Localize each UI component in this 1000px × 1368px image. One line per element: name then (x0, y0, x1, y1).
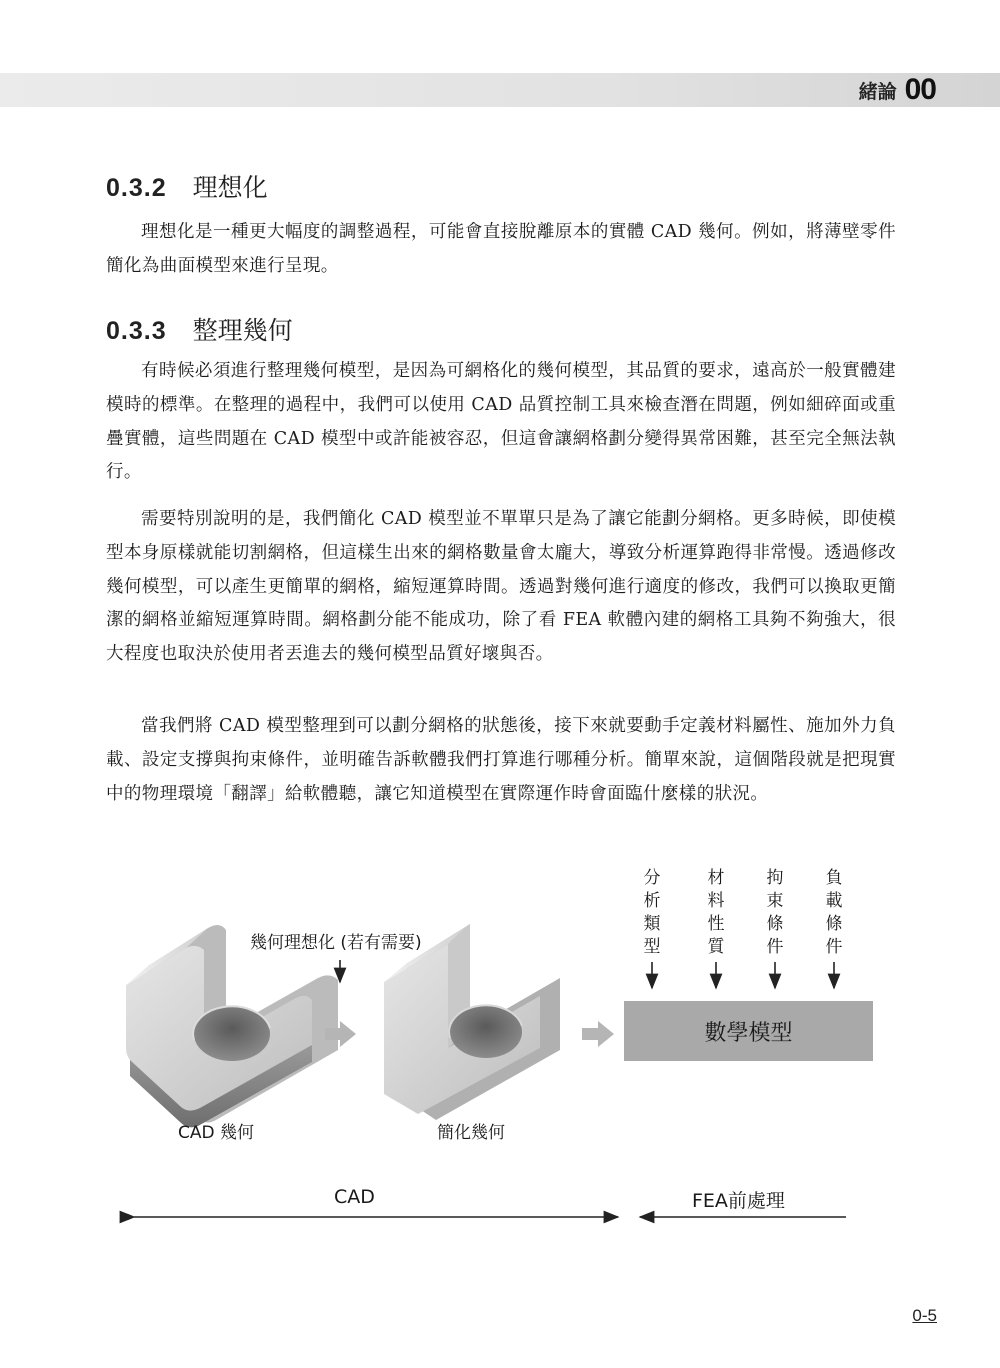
flow-arrow-2 (582, 1021, 614, 1047)
idealize-label: 幾何理想化 (若有需要) (250, 933, 422, 953)
paragraph: 理想化是一種更大幅度的調整過程，可能會直接脫離原本的實體 CAD 幾何。例如，將薄壁零件簡化為曲面模型來進行呈現。 (106, 222, 896, 276)
paragraph: 當我們將 CAD 模型整理到可以劃分網格的狀態後，接下來就要動手定義材料屬性、施加外力負載、設定支撐與拘束條件，並明確告訴軟體我們打算進行哪種分析。簡單來說，這個階段就是把現實中的物理環境「翻譯」給軟體聽，讓它知道模型在實際運作時會面臨什麼樣的狀況。 (106, 716, 896, 804)
section-number: 0.3.2 (106, 174, 167, 202)
input-label-analysis-type: 分析類型 (643, 868, 661, 957)
section-title: 整理幾何 (192, 316, 293, 345)
math-model-label: 數學模型 (704, 1020, 793, 1046)
simplified-geometry-caption: 簡化幾何 (437, 1123, 505, 1143)
input-label-loads: 負載條件 (825, 868, 843, 957)
stage-cad-label: CAD (334, 1186, 375, 1208)
chapter-title: 緒論 (858, 80, 897, 103)
input-label-constraints: 拘束條件 (766, 868, 784, 957)
cad-bracket-image (126, 925, 338, 1127)
stage-fea-label: FEA前處理 (692, 1190, 785, 1212)
simplified-bracket-image (384, 924, 560, 1120)
math-model-box (624, 1001, 873, 1061)
cad-geometry-caption: CAD 幾何 (178, 1123, 254, 1143)
section-number: 0.3.3 (106, 317, 167, 345)
page-number: 0-5 (912, 1306, 937, 1325)
input-label-material-properties: 材料性質 (707, 868, 725, 957)
section-title: 理想化 (192, 173, 268, 202)
paragraph: 有時候必須進行整理幾何模型，是因為可網格化的幾何模型，其品質的要求，遠高於一般實體建模時的標準。在整理的過程中，我們可以使用 CAD 品質控制工具來檢查潛在問題，例如細碎面或重疊實體，這些問題在 CAD 模型中或許能被容忍，但這會讓網格劃分變得異常困難，甚至完全無法執行。 (106, 361, 896, 483)
chapter-number: 00 (904, 73, 936, 106)
paragraph: 需要特別說明的是，我們簡化 CAD 模型並不單單只是為了讓它能劃分網格。更多時候，即使模型本身原樣就能切割網格，但這樣生出來的網格數量會太龐大，導致分析運算跑得非常慢。透過修改幾何模型，可以產生更簡單的網格，縮短運算時間。透過對幾何進行適度的修改，我們可以換取更簡潔的網格並縮短運算時間。網格劃分能不能成功，除了看 FEA 軟體內建的網格工具夠不夠強大，很大程度也取決於使用者丟進去的幾何模型品質好壞與否。 (106, 509, 896, 665)
